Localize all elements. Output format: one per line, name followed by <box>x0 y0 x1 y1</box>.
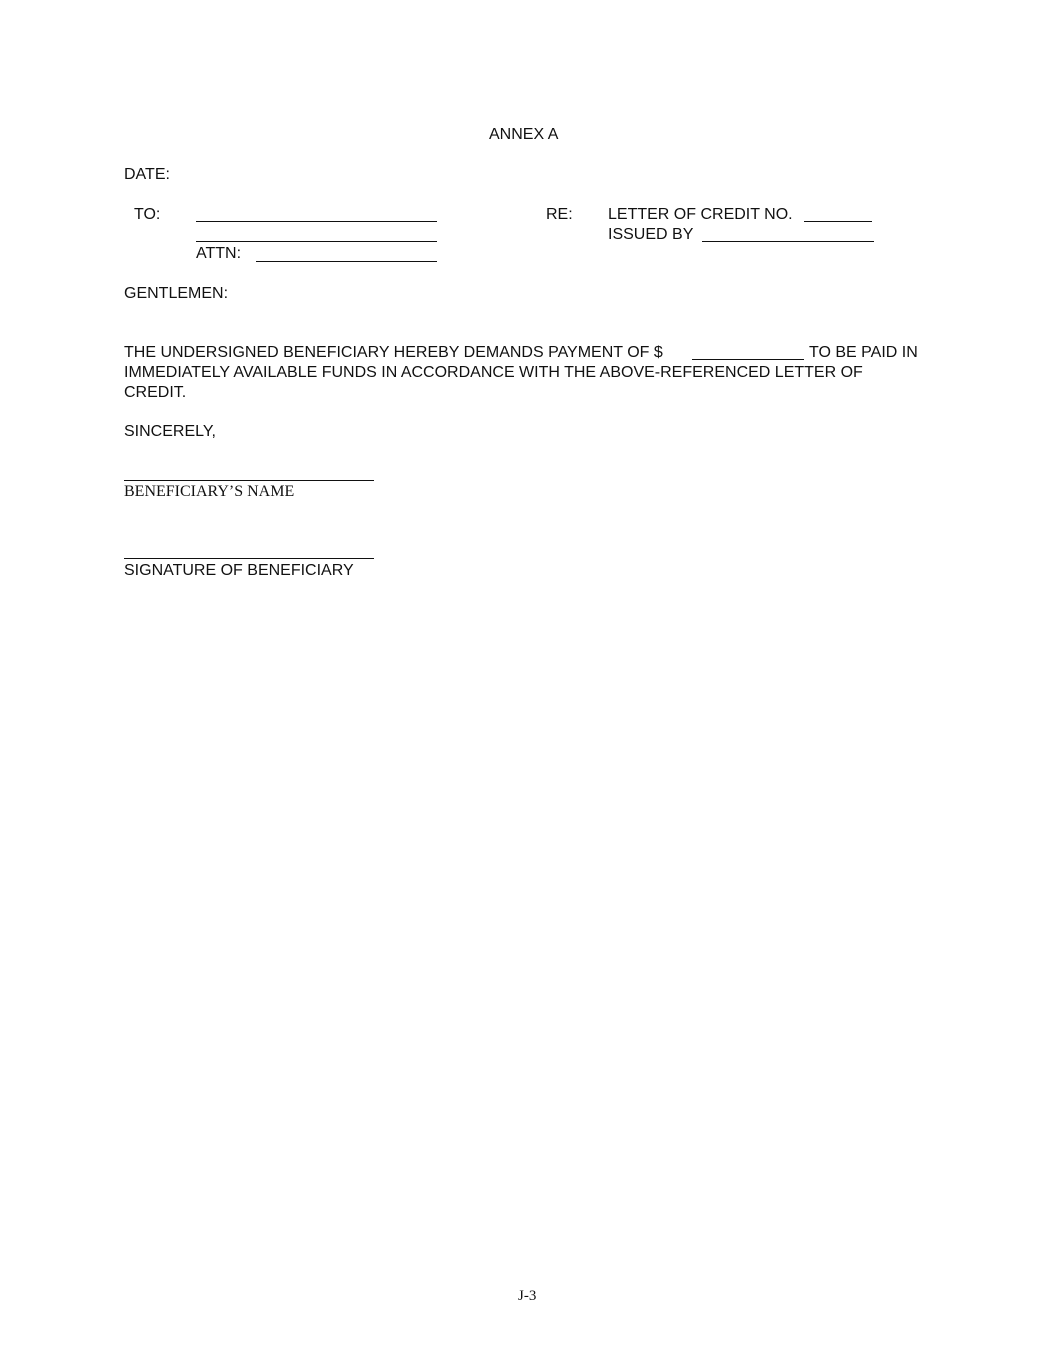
signature-label: SIGNATURE OF BENEFICIARY <box>124 562 354 579</box>
body-line-1-end: TO BE PAID IN <box>809 344 918 361</box>
closing: SINCERELY, <box>124 423 216 440</box>
loc-number-blank-line[interactable] <box>804 221 872 222</box>
date-label: DATE: <box>124 166 170 183</box>
page-number: J-3 <box>518 1288 537 1304</box>
beneficiary-name-label: BENEFICIARY’S NAME <box>124 483 295 500</box>
re-label: RE: <box>546 206 573 223</box>
body-line-3: CREDIT. <box>124 384 187 401</box>
to-blank-line-2[interactable] <box>196 241 437 242</box>
body-line-1-start: THE UNDERSIGNED BENEFICIARY HEREBY DEMANDS PAYMENT OF $ <box>124 344 663 361</box>
body-line-2: IMMEDIATELY AVAILABLE FUNDS IN ACCORDANCE WITH THE ABOVE-REFERENCED LETTER OF <box>124 364 863 381</box>
loc-number-label: LETTER OF CREDIT NO. <box>608 206 793 223</box>
attn-label: ATTN: <box>196 245 242 262</box>
payment-amount-blank-line[interactable] <box>692 359 804 360</box>
signature-line[interactable] <box>124 558 374 559</box>
attn-blank-line[interactable] <box>256 261 437 262</box>
salutation: GENTLEMEN: <box>124 285 229 302</box>
page-title: ANNEX A <box>489 126 559 143</box>
to-label: TO: <box>134 206 161 223</box>
to-blank-line-1[interactable] <box>196 221 437 222</box>
issued-by-blank-line[interactable] <box>702 241 874 242</box>
beneficiary-name-line[interactable] <box>124 480 374 481</box>
issued-by-label: ISSUED BY <box>608 226 694 243</box>
